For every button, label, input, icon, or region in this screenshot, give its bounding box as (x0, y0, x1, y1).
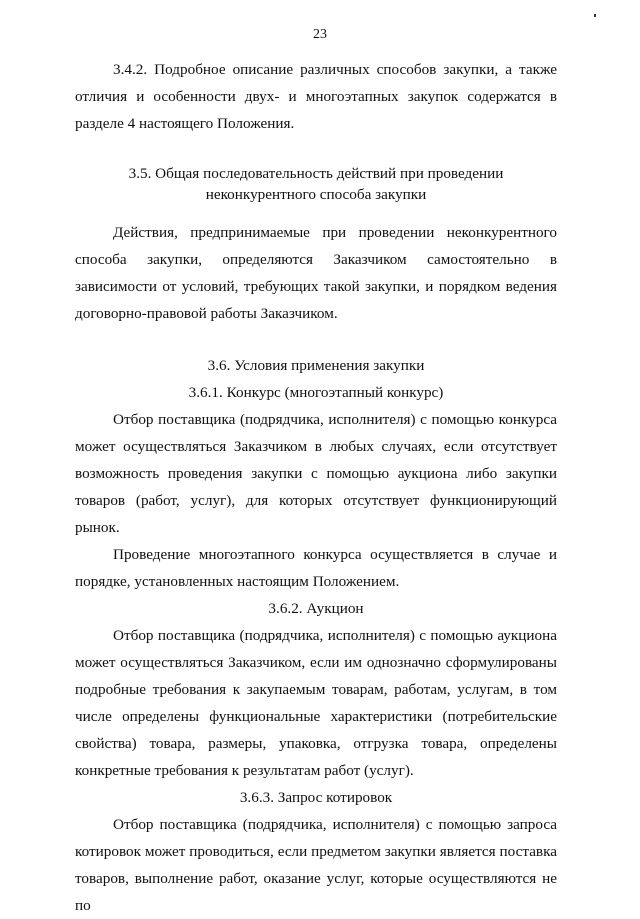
heading-3-6-2: 3.6.2. Аукцион (268, 600, 364, 617)
heading-3-5-line-1: 3.5. Общая последовательность действий при проведении (128, 165, 504, 182)
paragraph-3-6-2: Отбор поставщика (подрядчика, исполнителя) с помощью аукциона может осуществляться Заказчиком, если им однозначно сформулированы подробные требования к закупаемым товарам, работам, услугам, в том числе определены функциональные характеристики (потребительские свойства) товара, размеры, упаковка, отгрузка товара, определены конкретные требования к результатам работ (услуг). (75, 627, 557, 779)
paragraph-3-6-1-b: Проведение многоэтапного конкурса осуществляется в случае и порядке, установленных настоящим Положением. (75, 546, 557, 590)
heading-3-5 (75, 163, 557, 205)
paragraph-3-6-1-a: Отбор поставщика (подрядчика, исполнителя) с помощью конкурса может осуществляться Заказчиком в любых случаях, если отсутствует возможность проведения закупки с помощью аукциона либо закупки товаров (работ, услуг), для которых отсутствует функционирующий рынок. (75, 411, 557, 536)
heading-3-6-3: 3.6.3. Запрос котировок (239, 789, 393, 806)
scan-mark (594, 14, 596, 17)
paragraph-3-6-3: Отбор поставщика (подрядчика, исполнителя) с помощью запроса котировок может проводиться, если предметом закупки является поставка товаров, выполнение работ, оказание услуг, которые осуществляются не по (75, 816, 557, 914)
page-number: 23 (313, 27, 327, 42)
heading-3-6-1: 3.6.1. Конкурс (многоэтапный конкурс) (188, 384, 444, 401)
paragraph-3-4-2: 3.4.2. Подробное описание различных способов закупки, а также отличия и особенности двух- и многоэтапных закупок содержатся в разделе 4 настоящего Положения. (75, 61, 557, 132)
page-content (75, 56, 557, 919)
heading-3-6: 3.6. Условия применения закупки (207, 357, 425, 374)
heading-3-5-line-2: неконкурентного способа закупки (205, 186, 427, 203)
paragraph-3-5: Действия, предпринимаемые при проведении неконкурентного способа закупки, определяются Заказчиком самостоятельно в зависимости от условий, требующих такой закупки, и порядком ведения договорно-правовой работы Заказчиком. (75, 224, 557, 322)
